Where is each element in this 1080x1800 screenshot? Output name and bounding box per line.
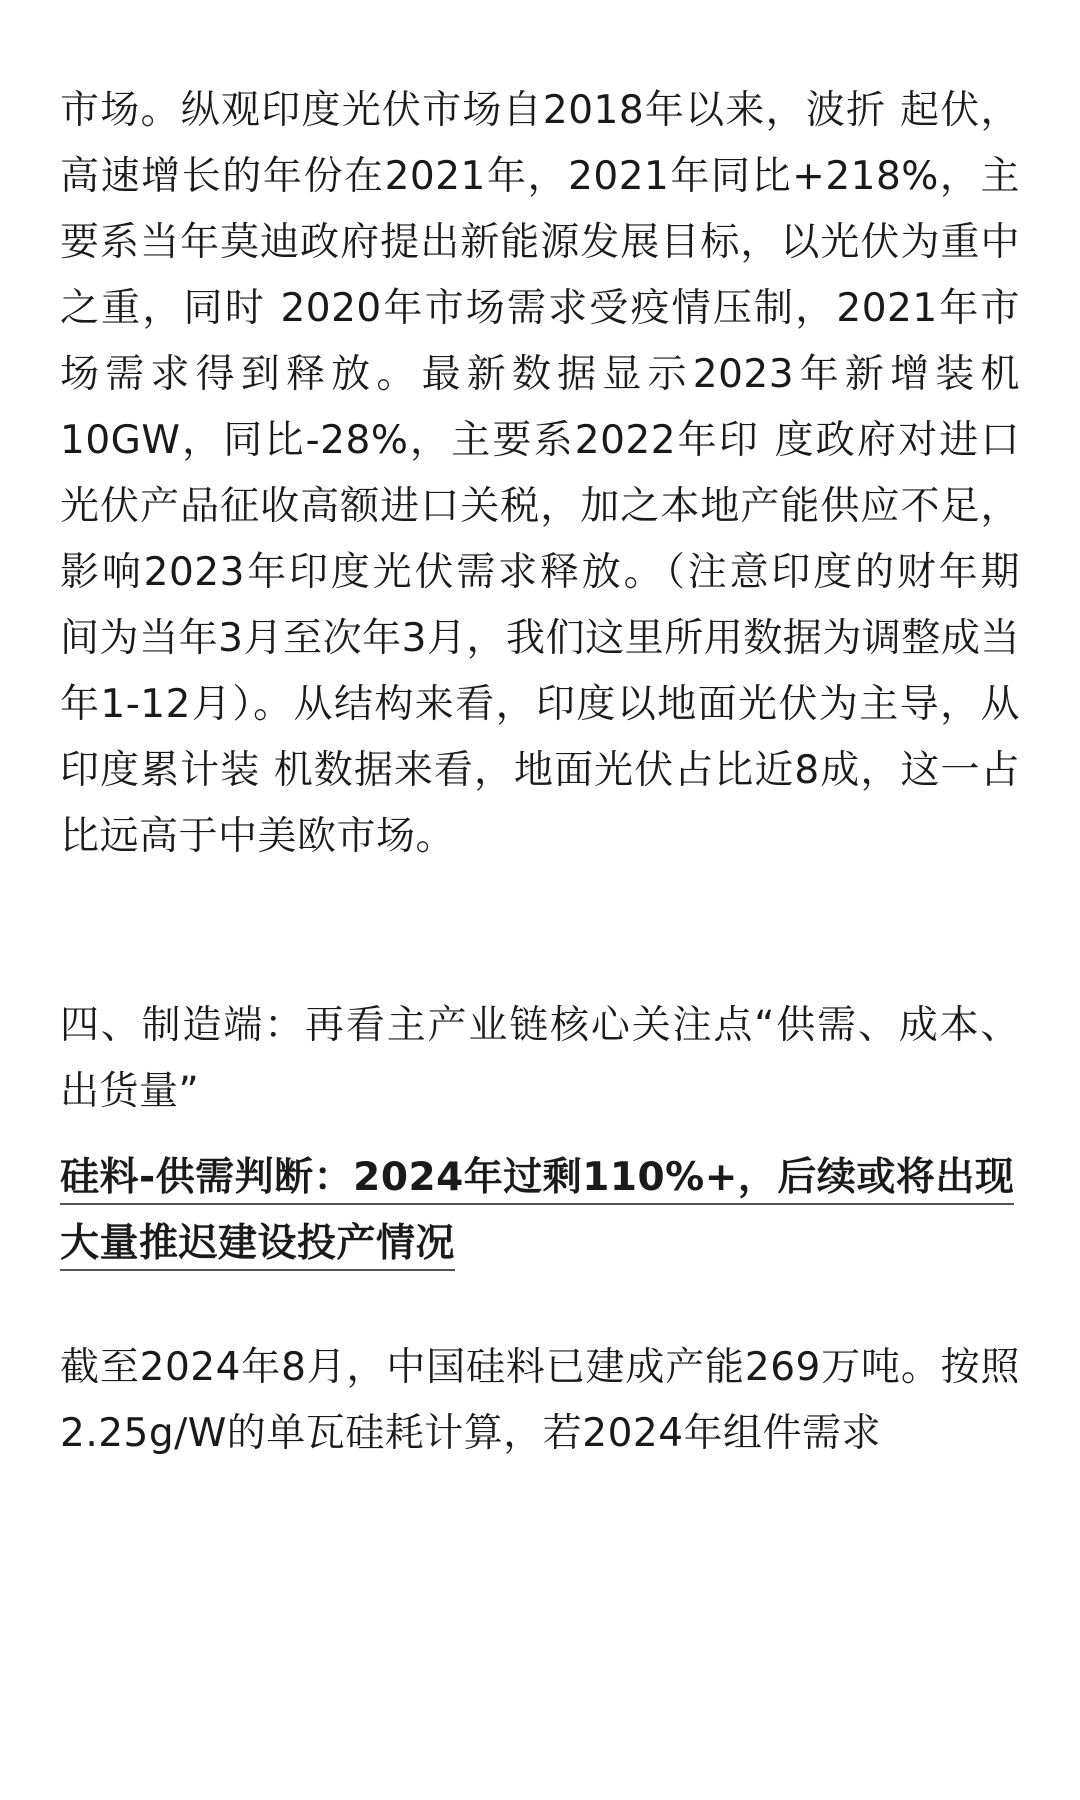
- section-title-manufacturing: 四、制造端：再看主产业链核心关注点“供需、成本、出货量”: [60, 1003, 1020, 1114]
- subheading-polysilicon-supply-demand[interactable]: [60, 1145, 1020, 1277]
- paragraph-india-pv-market: 市场。纵观印度光伏市场自2018年以来，波折 起伏，高速增长的年份在2021年，2021年同比+218%，主要系当年莫迪政府提出新能源发展目标，以光伏为重中之重，同时 2020年市场需求受疫情压制，2021年市场需求得到释放。最新数据显示2023年新增装机10GW，同比-28%，主要系2022年印 度政府对进口光伏产品征收高额进口关税，加之本地产能供应不足，影响2023年印度光伏需求释放。（注意印度的财年期 间为当年3月至次年3月，我们这里所用数据为调整成当年1-12月）。从结构来看，印度以地面光伏为主导，从印度累计装 机数据来看，地面光伏占比近8成，这一占比远高于中美欧市场。: [60, 88, 1020, 859]
- article-body: [60, 78, 1020, 1467]
- subheading-text[interactable]: 硅料-供需判断：2024年过剩110%+，后续或将出现大量推迟建设投产情况: [60, 1155, 1014, 1271]
- paragraph-polysilicon-capacity: 截至2024年8月，中国硅料已建成产能269万吨。按照2.25g/W的单瓦硅耗计算，若2024年组件需求: [60, 1345, 1020, 1456]
